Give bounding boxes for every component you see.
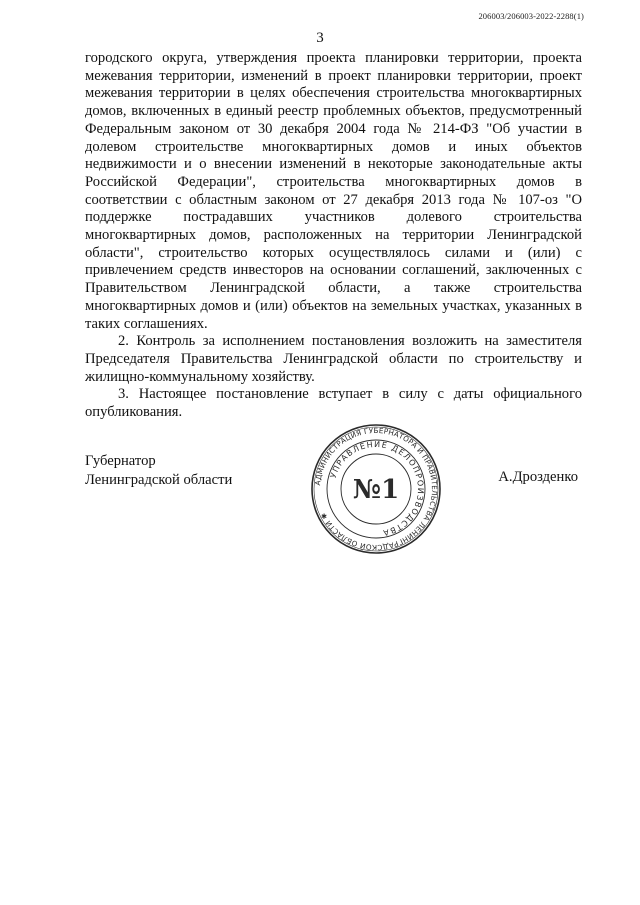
document-id: 206003/206003-2022-2288(1) — [478, 11, 584, 21]
document-body — [85, 50, 582, 422]
signatory-title-line2: Ленинградской области — [85, 472, 233, 488]
official-seal-stamp — [309, 422, 443, 556]
svg-text:АДМИНИСТРАЦИЯ ГУБЕРНАТОРА И ПР: АДМИНИСТРАЦИЯ ГУБЕРНАТОРА И ПРАВИТЕЛЬСТВА ЛЕНИНГРАДСКОЙ ОБЛАСТИ ✱ — [313, 425, 440, 553]
signatory-name: А.Дрозденко — [498, 469, 578, 485]
paragraph-item-3: 3. Настоящее постановление вступает в силу с даты официального опубликования. — [85, 386, 582, 421]
svg-text:УПРАВЛЕНИЕ ДЕЛОПРОИЗВОДСТВА: УПРАВЛЕНИЕ ДЕЛОПРОИЗВОДСТВА — [328, 439, 426, 538]
signatory-title — [85, 452, 232, 490]
svg-text:№1: №1 — [352, 475, 400, 505]
signatory-title-line1: Губернатор — [85, 453, 156, 469]
paragraph-continuation: городского округа, утверждения проекта планировки территории, проекта межевания территории, изменений в проект планировки территории, проект межевания территории в целях обеспечения строительства многоквартирных домов, включенных в единый реестр проблемных объектов, предусмотренный Федеральным законом от 30 декабря 2004 года № 214-ФЗ "Об участии в долевом строительстве многоквартирных домов и иных объектов недвижимости и о внесении изменений в некоторые законодательные акты Российской Федерации", строительства многоквартирных домов в соответствии с областным законом от 27 декабря 2013 года № 107-оз "О поддержке пострадавших участников долевого строительства многоквартирных домов, расположенных на территории Ленинградской области", строительство которых осуществлялось силами и (или) с привлечением средств инвесторов на основании соглашений, заключенных с Правительством Ленинградской области, а также строительства многоквартирных домов и (или) объектов на земельных участках, указанных в таких соглашениях. — [85, 50, 582, 332]
paragraph-item-2: 2. Контроль за исполнением постановления возложить на заместителя Председателя Правительства Ленинградской области по строительству и жилищно-коммунальному хозяйству. — [85, 333, 582, 385]
page-number: 3 — [316, 30, 324, 46]
